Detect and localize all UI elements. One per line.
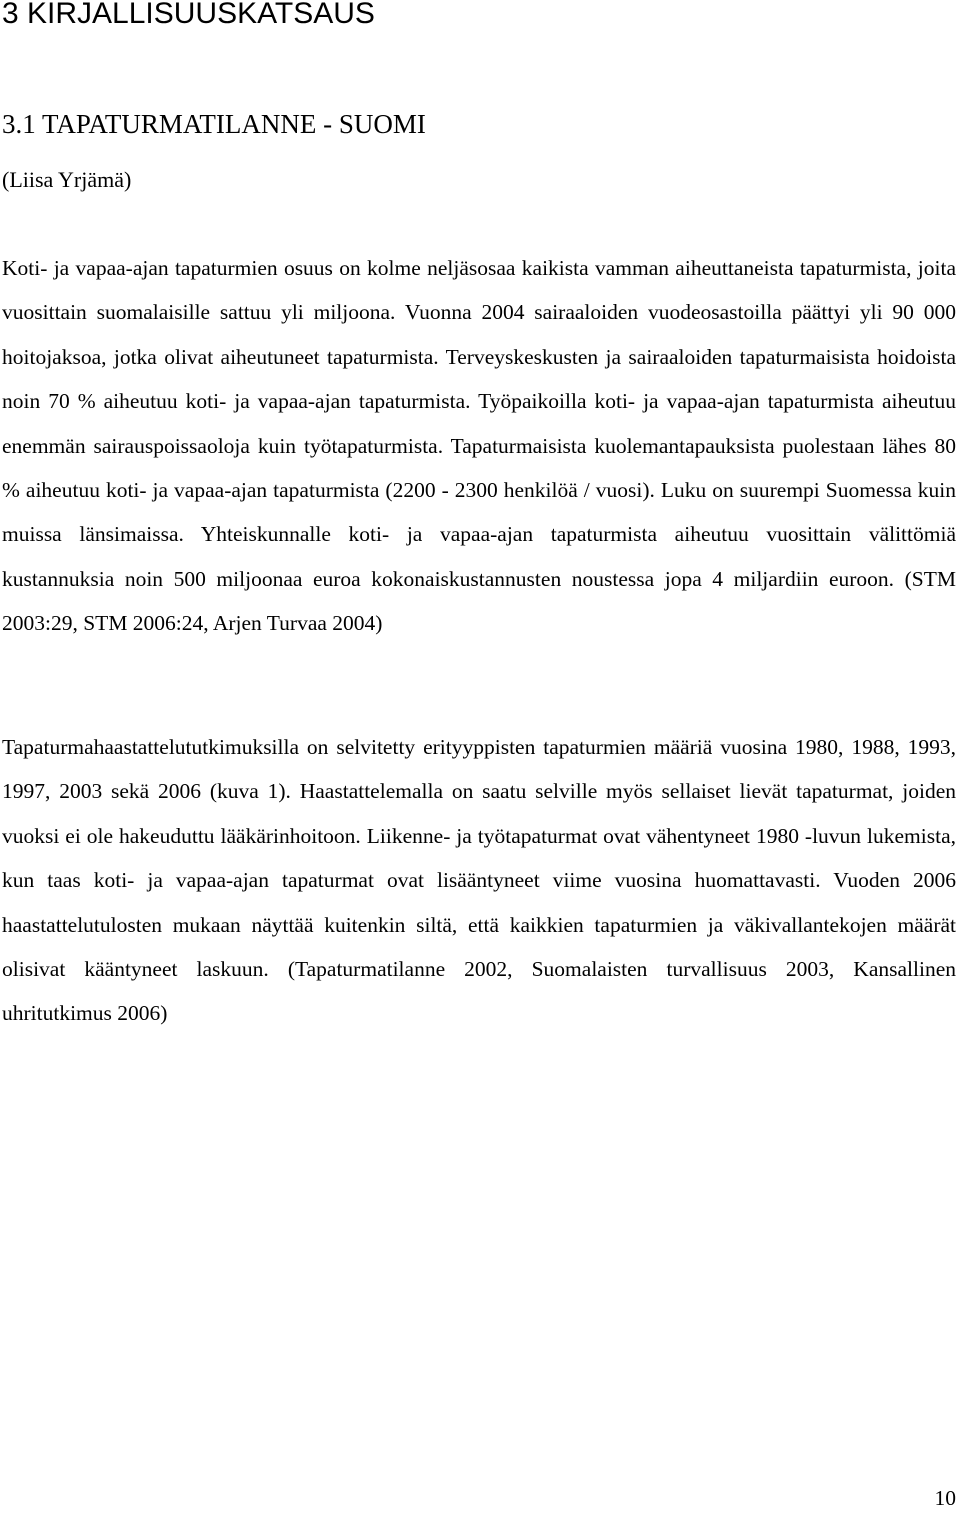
chapter-title: 3 KIRJALLISUUSKATSAUS bbox=[2, 0, 375, 30]
body-paragraph-2: Tapaturmahaastattelututkimuksilla on selvitetty erityyppisten tapaturmien määriä vuosina 1980, 1988, 1993, 1997, 2003 sekä 2006 (kuva 1). Haastattelemalla on saatu selville myös sellaiset lievät tapaturmat, joiden vuoksi ei ole hakeuduttu lääkärinhoitoon. Liikenne- ja työtapaturmat ovat vähentyneet 1980 -luvun lukemista, kun taas koti- ja vapaa-ajan tapaturmat ovat lisääntyneet viime vuosina huomattavasti. Vuoden 2006 haastattelutulosten mukaan näyttää kuitenkin siltä, että kaikkien tapaturmien ja väkivallantekojen määrät olisivat kääntyneet laskuun. (Tapaturmatilanne 2002, Suomalaisten turvallisuus 2003, Kansallinen uhritutkimus 2006) bbox=[2, 735, 956, 1026]
section-author: (Liisa Yrjämä) bbox=[2, 167, 132, 192]
section-title: 3.1 TAPATURMATILANNE - SUOMI bbox=[2, 109, 426, 139]
body-paragraph-1: Koti- ja vapaa-ajan tapaturmien osuus on kolme neljäsosaa kaikista vamman aiheuttaneista tapaturmista, joita vuosittain suomalaisille sattuu yli miljoona. Vuonna 2004 sairaaloiden vuodeosastoilla päättyi yli 90 000 hoitojaksoa, jotka olivat aiheutuneet tapaturmista. Terveyskeskusten ja sairaaloiden tapaturmaisista hoidoista noin 70 % aiheutuu koti- ja vapaa-ajan tapaturmista. Työpaikoilla koti- ja vapaa-ajan tapaturmista aiheutuu enemmän sairauspoissaoloja kuin työtapaturmista. Tapaturmaisista kuolemantapauksista puolestaan lähes 80 % aiheutuu koti- ja vapaa-ajan tapaturmista (2200 - 2300 henkilöä / vuosi). Luku on suurempi Suomessa kuin muissa länsimaissa. Yhteiskunnalle koti- ja vapaa-ajan tapaturmista aiheutuu vuosittain välittömiä kustannuksia noin 500 miljoonaa euroa kokonaiskustannusten noustessa jopa 4 miljardiin euroon. (STM 2003:29, STM 2006:24, Arjen Turvaa 2004) bbox=[2, 256, 956, 636]
page-number: 10 bbox=[934, 1486, 956, 1510]
